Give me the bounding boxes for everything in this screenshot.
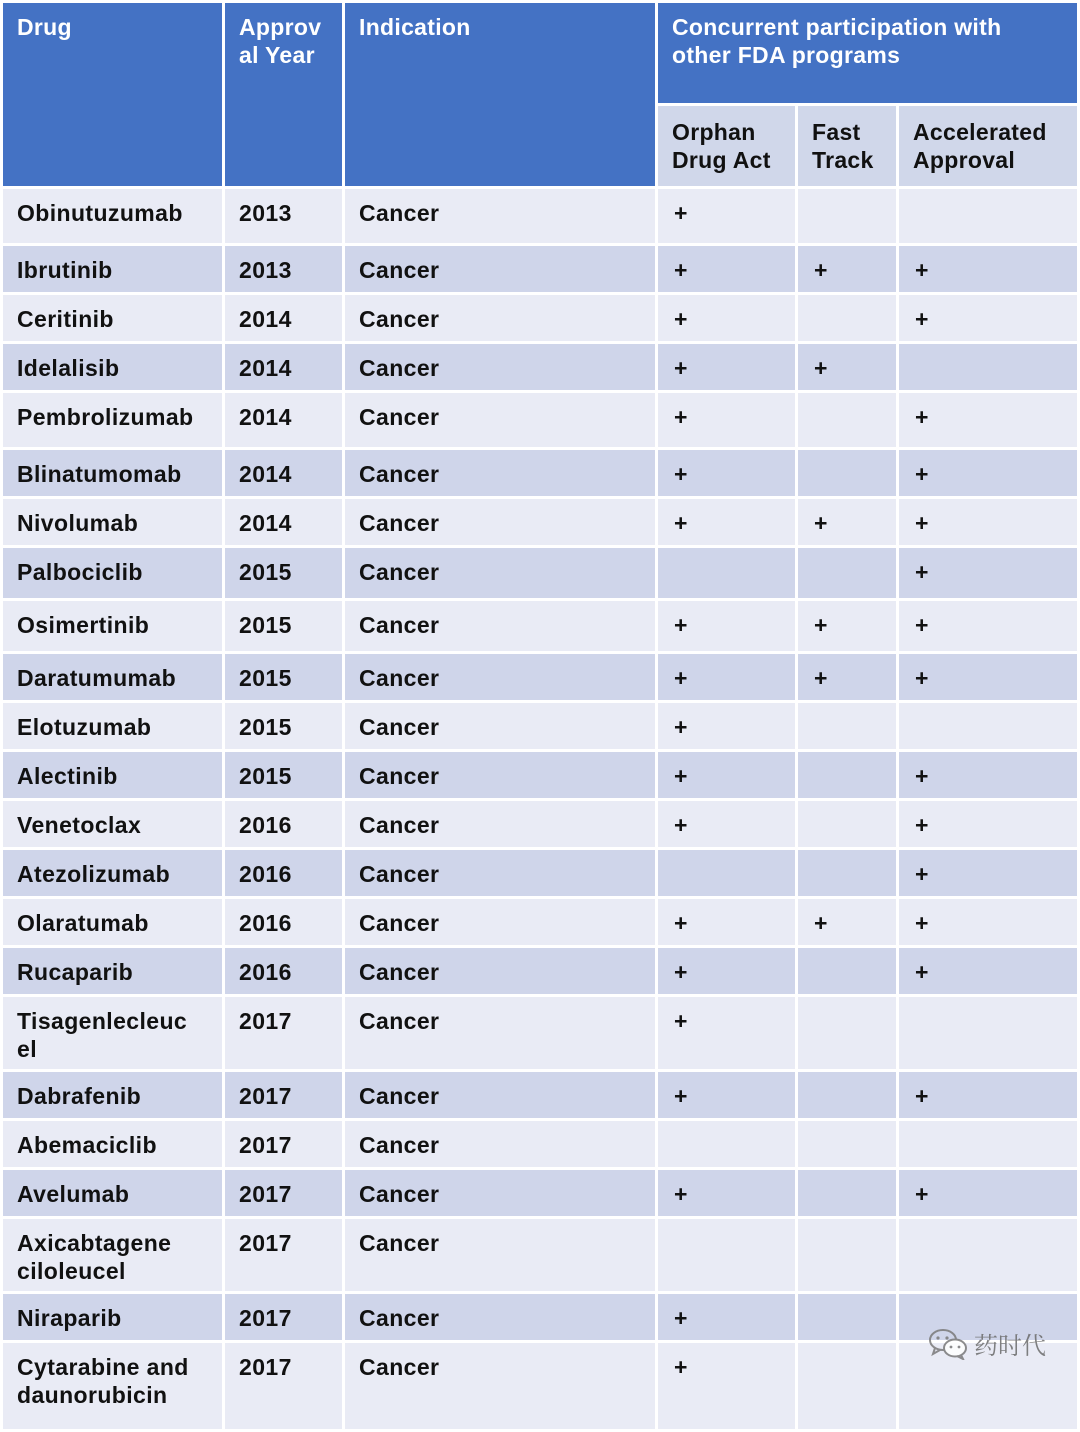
fast-track-cell: [798, 850, 896, 896]
approval-year-cell: 2017: [225, 1294, 342, 1340]
fast-track-cell: [798, 393, 896, 447]
accelerated-approval-cell: +: [899, 899, 1077, 945]
fast-track-cell: [798, 752, 896, 798]
approval-year-cell: 2015: [225, 752, 342, 798]
table-row: [3, 850, 1077, 896]
header-accelerated-approval: Accelerated Approval: [899, 106, 1077, 186]
approval-year-cell: 2015: [225, 548, 342, 598]
approval-year-cell: 2016: [225, 899, 342, 945]
indication-cell: Cancer: [345, 499, 655, 545]
approval-year-cell: 2017: [225, 1219, 342, 1291]
fast-track-cell: [798, 548, 896, 598]
indication-cell: Cancer: [345, 997, 655, 1069]
accelerated-approval-cell: +: [899, 548, 1077, 598]
approval-year-cell: 2017: [225, 1170, 342, 1216]
accelerated-approval-cell: +: [899, 654, 1077, 700]
accelerated-approval-cell: [899, 189, 1077, 243]
indication-cell: Cancer: [345, 450, 655, 496]
table-row: [3, 548, 1077, 598]
table-row: [3, 997, 1077, 1069]
orphan-drug-cell: +: [658, 499, 795, 545]
drug-name-cell: Osimertinib: [3, 601, 222, 651]
indication-cell: Cancer: [345, 1072, 655, 1118]
accelerated-approval-cell: +: [899, 499, 1077, 545]
fast-track-cell: +: [798, 601, 896, 651]
table-row: [3, 246, 1077, 292]
accelerated-approval-cell: [899, 997, 1077, 1069]
drug-name-cell: Obinutuzumab: [3, 189, 222, 243]
fast-track-cell: +: [798, 899, 896, 945]
wechat-icon: [928, 1328, 968, 1360]
table-row: [3, 1219, 1077, 1291]
orphan-drug-cell: +: [658, 1072, 795, 1118]
watermark-text: 药时代: [974, 1333, 1046, 1360]
orphan-drug-cell: +: [658, 948, 795, 994]
table-row: [3, 948, 1077, 994]
orphan-drug-cell: [658, 1219, 795, 1291]
fast-track-cell: [798, 948, 896, 994]
table-row: [3, 801, 1077, 847]
accelerated-approval-cell: +: [899, 450, 1077, 496]
fast-track-cell: [798, 295, 896, 341]
accelerated-approval-cell: [899, 344, 1077, 390]
fast-track-cell: [798, 703, 896, 749]
indication-cell: Cancer: [345, 1219, 655, 1291]
table-row: [3, 1170, 1077, 1216]
orphan-drug-cell: +: [658, 344, 795, 390]
fast-track-cell: [798, 1294, 896, 1340]
accelerated-approval-cell: +: [899, 801, 1077, 847]
drug-name-cell: Olaratumab: [3, 899, 222, 945]
approval-year-cell: 2017: [225, 1121, 342, 1167]
indication-cell: Cancer: [345, 899, 655, 945]
accelerated-approval-cell: +: [899, 1170, 1077, 1216]
approval-year-cell: 2013: [225, 189, 342, 243]
orphan-drug-cell: +: [658, 1170, 795, 1216]
drug-name-cell: Rucaparib: [3, 948, 222, 994]
orphan-drug-cell: +: [658, 654, 795, 700]
header-orphan-drug-act: Orphan Drug Act: [658, 106, 795, 186]
approval-year-cell: 2017: [225, 1072, 342, 1118]
approval-year-cell: 2014: [225, 393, 342, 447]
fast-track-cell: [798, 1072, 896, 1118]
drug-name-cell: Elotuzumab: [3, 703, 222, 749]
table-row: [3, 189, 1077, 243]
drug-name-cell: Cytarabine and daunorubicin: [3, 1343, 222, 1429]
approval-year-cell: 2014: [225, 450, 342, 496]
accelerated-approval-cell: [899, 703, 1077, 749]
indication-cell: Cancer: [345, 601, 655, 651]
drug-name-cell: Pembrolizumab: [3, 393, 222, 447]
fast-track-cell: [798, 1343, 896, 1429]
orphan-drug-cell: [658, 548, 795, 598]
drug-name-cell: Ceritinib: [3, 295, 222, 341]
drug-name-cell: Nivolumab: [3, 499, 222, 545]
orphan-drug-cell: +: [658, 997, 795, 1069]
table-row: [3, 295, 1077, 341]
drug-name-cell: Axicabtagene ciloleucel: [3, 1219, 222, 1291]
table-row: [3, 1072, 1077, 1118]
table-row: [3, 1294, 1077, 1340]
table-row: [3, 1343, 1077, 1429]
indication-cell: Cancer: [345, 189, 655, 243]
table-row: [3, 654, 1077, 700]
accelerated-approval-cell: [899, 1121, 1077, 1167]
header-concurrent-programs: Concurrent participation with other FDA programs: [658, 3, 1077, 103]
table-row: [3, 344, 1077, 390]
approval-year-cell: 2014: [225, 344, 342, 390]
fast-track-cell: +: [798, 246, 896, 292]
orphan-drug-cell: +: [658, 450, 795, 496]
table-row: [3, 450, 1077, 496]
orphan-drug-cell: +: [658, 703, 795, 749]
fast-track-cell: [798, 1121, 896, 1167]
indication-cell: Cancer: [345, 948, 655, 994]
orphan-drug-cell: [658, 1121, 795, 1167]
indication-cell: Cancer: [345, 1121, 655, 1167]
table-body: [3, 189, 1077, 1429]
accelerated-approval-cell: +: [899, 850, 1077, 896]
table-row: [3, 703, 1077, 749]
accelerated-approval-cell: +: [899, 752, 1077, 798]
orphan-drug-cell: +: [658, 1343, 795, 1429]
indication-cell: Cancer: [345, 295, 655, 341]
orphan-drug-cell: +: [658, 295, 795, 341]
approval-year-cell: 2013: [225, 246, 342, 292]
accelerated-approval-cell: +: [899, 246, 1077, 292]
fast-track-cell: +: [798, 499, 896, 545]
drug-name-cell: Venetoclax: [3, 801, 222, 847]
fast-track-cell: [798, 1170, 896, 1216]
drug-name-cell: Blinatumomab: [3, 450, 222, 496]
fast-track-cell: [798, 450, 896, 496]
orphan-drug-cell: +: [658, 601, 795, 651]
indication-cell: Cancer: [345, 1294, 655, 1340]
indication-cell: Cancer: [345, 1343, 655, 1429]
indication-cell: Cancer: [345, 850, 655, 896]
table-row: [3, 1121, 1077, 1167]
indication-cell: Cancer: [345, 801, 655, 847]
accelerated-approval-cell: +: [899, 1072, 1077, 1118]
fast-track-cell: [798, 801, 896, 847]
drug-name-cell: Niraparib: [3, 1294, 222, 1340]
header-indication: Indication: [345, 3, 655, 186]
drug-name-cell: Ibrutinib: [3, 246, 222, 292]
drug-name-cell: Idelalisib: [3, 344, 222, 390]
table-row: [3, 752, 1077, 798]
orphan-drug-cell: +: [658, 801, 795, 847]
table-row: [3, 899, 1077, 945]
accelerated-approval-cell: +: [899, 601, 1077, 651]
drug-name-cell: Palbociclib: [3, 548, 222, 598]
drug-name-cell: Tisagenlecleuc el: [3, 997, 222, 1069]
accelerated-approval-cell: +: [899, 295, 1077, 341]
drug-name-cell: Atezolizumab: [3, 850, 222, 896]
approval-year-cell: 2014: [225, 499, 342, 545]
orphan-drug-cell: +: [658, 752, 795, 798]
indication-cell: Cancer: [345, 1170, 655, 1216]
orphan-drug-cell: +: [658, 899, 795, 945]
watermark: [928, 1326, 1046, 1361]
table-row: [3, 499, 1077, 545]
approval-year-cell: 2015: [225, 601, 342, 651]
approval-year-cell: 2017: [225, 1343, 342, 1429]
approval-year-cell: 2016: [225, 801, 342, 847]
fast-track-cell: [798, 189, 896, 243]
orphan-drug-cell: [658, 850, 795, 896]
table-row: [3, 601, 1077, 651]
approval-year-cell: 2016: [225, 850, 342, 896]
drug-name-cell: Alectinib: [3, 752, 222, 798]
approval-year-cell: 2014: [225, 295, 342, 341]
indication-cell: Cancer: [345, 548, 655, 598]
header-approval-year: Approv al Year: [225, 3, 342, 186]
accelerated-approval-cell: +: [899, 948, 1077, 994]
drug-name-cell: Daratumumab: [3, 654, 222, 700]
drug-name-cell: Avelumab: [3, 1170, 222, 1216]
orphan-drug-cell: +: [658, 246, 795, 292]
accelerated-approval-cell: +: [899, 393, 1077, 447]
accelerated-approval-cell: [899, 1219, 1077, 1291]
fast-track-cell: +: [798, 654, 896, 700]
drug-name-cell: Abemaciclib: [3, 1121, 222, 1167]
indication-cell: Cancer: [345, 344, 655, 390]
approval-year-cell: 2015: [225, 703, 342, 749]
approval-year-cell: 2017: [225, 997, 342, 1069]
approval-year-cell: 2016: [225, 948, 342, 994]
table-row: [3, 393, 1077, 447]
indication-cell: Cancer: [345, 393, 655, 447]
fast-track-cell: [798, 1219, 896, 1291]
approval-year-cell: 2015: [225, 654, 342, 700]
header-drug: Drug: [3, 3, 222, 186]
fast-track-cell: [798, 997, 896, 1069]
indication-cell: Cancer: [345, 246, 655, 292]
fast-track-cell: +: [798, 344, 896, 390]
indication-cell: Cancer: [345, 654, 655, 700]
orphan-drug-cell: +: [658, 189, 795, 243]
header-fast-track: Fast Track: [798, 106, 896, 186]
orphan-drug-cell: +: [658, 393, 795, 447]
drug-name-cell: Dabrafenib: [3, 1072, 222, 1118]
indication-cell: Cancer: [345, 703, 655, 749]
indication-cell: Cancer: [345, 752, 655, 798]
orphan-drug-cell: +: [658, 1294, 795, 1340]
